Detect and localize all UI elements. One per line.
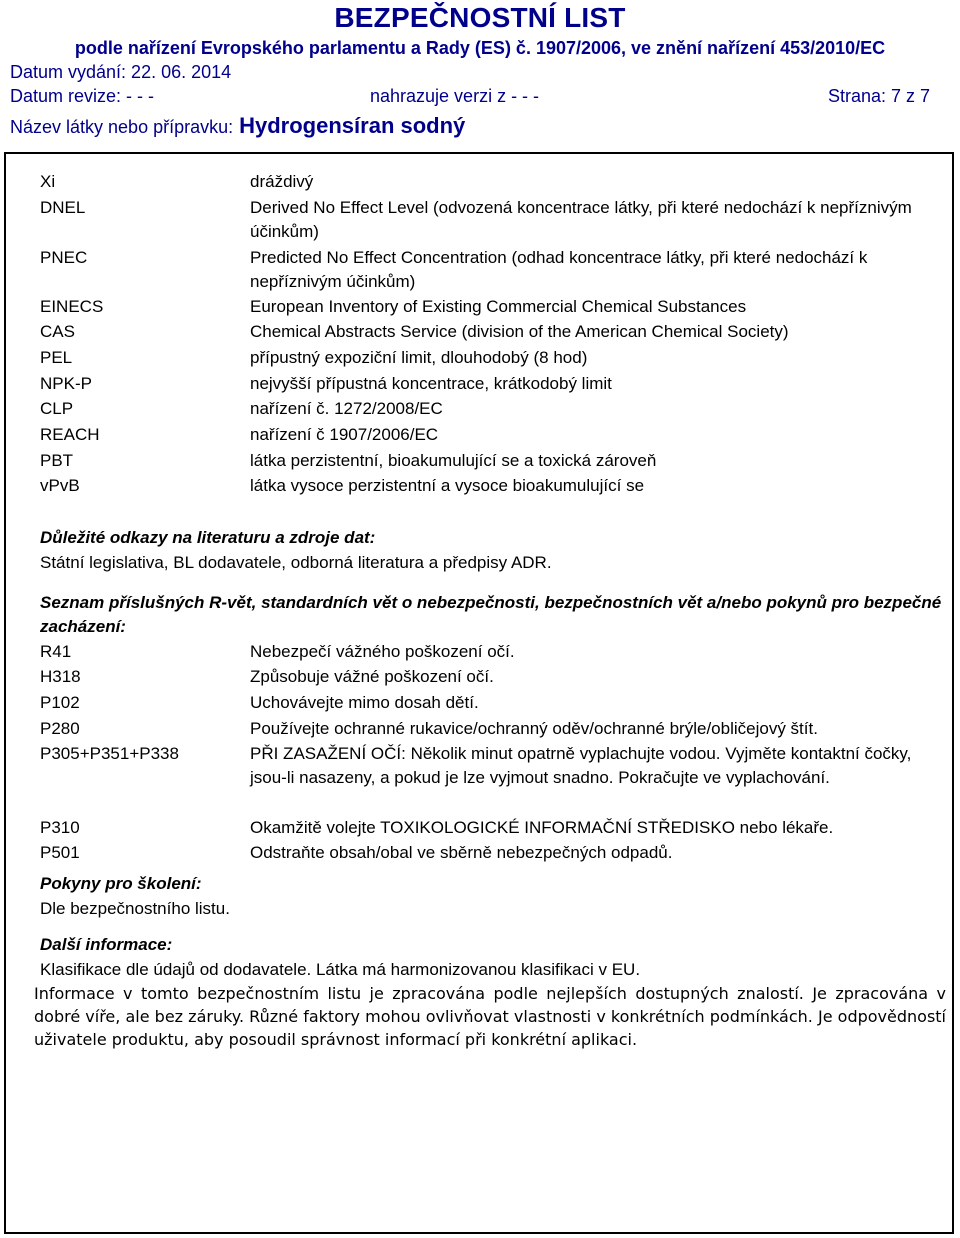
training-text: Dle bezpečnostního listu. (40, 899, 230, 918)
document-title: BEZPEČNOSTNÍ LIST (334, 2, 626, 33)
abbreviation-key: PNEC (40, 248, 88, 267)
statement-text: Nebezpečí vážného poškození očí. (250, 642, 515, 661)
statement-code: P305+P351+P338 (40, 744, 179, 763)
abbreviation-key: vPvB (40, 476, 80, 495)
abbreviation-value: přípustný expoziční limit, dlouhodobý (8 hod) (250, 348, 588, 367)
statement-code: R41 (40, 642, 72, 661)
statement-code: P280 (40, 719, 80, 738)
abbreviation-value: nařízení č. 1272/2008/EC (250, 399, 443, 418)
references-heading: Důležité odkazy na literaturu a zdroje dat: (40, 528, 376, 547)
abbreviation-value: látka perzistentní, bioakumulující se a toxická zároveň (250, 451, 657, 470)
statement-text: Uchovávejte mimo dosah dětí. (250, 693, 479, 712)
statement-text: Používejte ochranné rukavice/ochranný oděv/ochranné brýle/obličejový štít. (250, 719, 818, 738)
content-frame (4, 152, 954, 1234)
abbreviation-value: Predicted No Effect Concentration (odhad koncentrace látky, při které nedochází k nepříznivým účinkům) (250, 248, 868, 291)
training-heading: Pokyny pro školení: (40, 874, 202, 893)
issue-date: Datum vydání: 22. 06. 2014 (10, 62, 232, 82)
statement-text: Odstraňte obsah/obal ve sběrně nebezpečných odpadů. (250, 843, 673, 862)
abbreviation-value: dráždivý (250, 172, 314, 191)
substance-name: Hydrogensíran sodný (239, 113, 466, 138)
substance-label: Název látky nebo přípravku: (10, 117, 234, 137)
statements-heading: Seznam příslušných R-vět, standardních vět o nebezpečnosti, bezpečnostních vět a/nebo pokynů pro bezpečné zacházení: (40, 593, 942, 636)
abbreviation-key: Xi (40, 172, 56, 191)
statement-code: P501 (40, 843, 80, 862)
abbreviation-key: EINECS (40, 297, 104, 316)
statement-text: Způsobuje vážné poškození očí. (250, 667, 494, 686)
abbreviation-value: European Inventory of Existing Commercial Chemical Substances (250, 297, 747, 316)
abbreviation-value: látka vysoce perzistentní a vysoce bioakumulující se (250, 476, 645, 495)
abbreviation-value: Chemical Abstracts Service (division of the American Chemical Society) (250, 322, 789, 341)
abbreviation-value: nařízení č 1907/2006/EC (250, 425, 439, 444)
page-number: Strana: 7 z 7 (827, 86, 930, 106)
revision-date: Datum revize: - - - (10, 86, 155, 106)
statement-text: Okamžitě volejte TOXIKOLOGICKÉ INFORMAČNÍ STŘEDISKO nebo lékaře. (250, 818, 834, 837)
abbreviation-value: nejvyšší přípustná koncentrace, krátkodobý limit (250, 374, 612, 393)
references-text: Státní legislativa, BL dodavatele, odborná literatura a předpisy ADR. (40, 553, 552, 572)
abbreviation-key: CLP (40, 399, 74, 418)
abbreviation-key: PEL (40, 348, 73, 367)
replaces-version: nahrazuje verzi z - - - (370, 86, 540, 106)
revision-line (10, 86, 930, 107)
statement-code: P102 (40, 693, 80, 712)
abbreviation-key: CAS (40, 322, 75, 341)
substance-line (10, 113, 960, 139)
statement-code: P310 (40, 818, 80, 837)
document-subtitle: podle nařízení Evropského parlamentu a Rady (ES) č. 1907/2006, ve znění nařízení 453/2010/EC (74, 38, 886, 58)
statement-text: PŘI ZASAŽENÍ OČÍ: Několik minut opatrně vyplachujte vodou. Vyjměte kontaktní čočky, jsou-li nasazeny, a pokud je lze vyjmout snadno. Pokračujte ve vyplachování. (250, 744, 912, 787)
abbreviation-key: DNEL (40, 198, 86, 217)
abbreviation-value: Derived No Effect Level (odvozená koncentrace látky, při které nedochází k nepříznivým účinkům) (250, 198, 912, 241)
statement-code: H318 (40, 667, 81, 686)
abbreviation-key: NPK-P (40, 374, 92, 393)
abbreviation-key: PBT (40, 451, 74, 470)
further-info-text: Klasifikace dle údajů od dodavatele. Látka má harmonizovanou klasifikaci v EU. (40, 960, 641, 979)
disclaimer-note: Informace v tomto bezpečnostním listu je zpracována podle nejlepších dostupných znalostí. Je zpracována v dobré víře, ale bez záruky. Různé faktory mohou ovlivňovat vlastnosti v konkrétních podmínkách. Je odpovědností uživatele produktu, aby posoudil správnost informací při konkrétní aplikaci. (34, 984, 946, 1049)
further-info-heading: Další informace: (40, 935, 173, 954)
abbreviation-key: REACH (40, 425, 100, 444)
